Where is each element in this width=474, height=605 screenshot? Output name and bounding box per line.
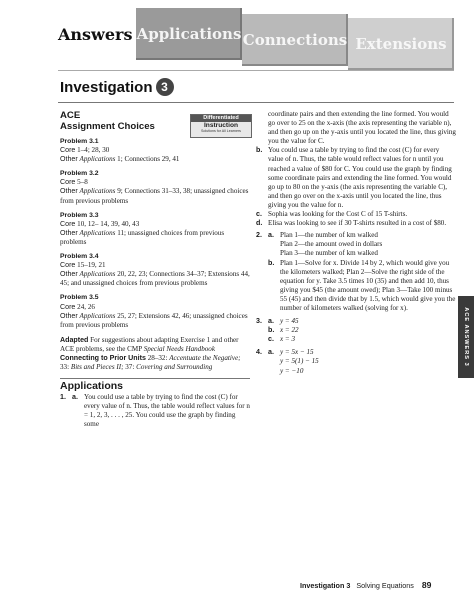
other-line: Other Applications 9; Connections 31–33, 38; unassigned choices from previous problems xyxy=(60,187,249,205)
page-number: 89 xyxy=(421,580,432,590)
other-line: Other Applications 25, 27; Extensions 42, 46; unassigned choices from previous problems xyxy=(60,311,248,329)
problem-block xyxy=(60,137,250,164)
core-line: Core 24, 26 xyxy=(60,302,95,311)
answer-3c: c. x = 3 xyxy=(268,335,296,344)
answer-3a: 3. a. y = 45 xyxy=(256,317,299,326)
adapted-note: Adapted For suggestions about adapting Exercise 1 and other ACE problems, see the CMP Special Needs Handbook xyxy=(60,335,239,353)
logo-mid-text: Instruction xyxy=(203,122,239,129)
ace-answers-side-tab xyxy=(458,296,474,378)
right-column xyxy=(256,110,456,376)
answers-heading: Answers xyxy=(58,20,136,48)
core-line: Core 5–8 xyxy=(60,178,88,187)
problem-title: Problem 3.5 xyxy=(60,294,99,302)
header-divider xyxy=(58,70,454,71)
answer-1a-continued: coordinate pairs and then extending the line formed. You would go over to 25 on the x-axis (the axis representing the variable n), and then go up on the y-axis until you located the line, thus giving you the value for C. xyxy=(268,110,456,146)
other-line: Other Applications 20, 22, 23; Connections 34–37; Extensions 44, 45; and unassigned choices from previous problems xyxy=(60,270,250,288)
core-line: Core 15–19, 21 xyxy=(60,261,106,270)
answer-1d: d. Elisa was looking to see if 30 T-shirts resulted in a cost of $80. xyxy=(256,219,447,228)
applications-tab: Applications xyxy=(136,8,242,60)
equation-line: y = −10 xyxy=(280,366,304,375)
problem-block xyxy=(60,252,250,288)
problem-title: Problem 3.3 xyxy=(60,211,99,219)
connecting-note: Connecting to Prior Units 28–32: Accentuate the Negative; 33: Bits and Pieces II; 37: Covering and Surrounding xyxy=(60,353,241,372)
plan-3-line: Plan 3—the number of km walked xyxy=(280,249,378,258)
applications-heading: Applications xyxy=(60,380,124,393)
answer-2a: 2. a. Plan 1—the number of km walked Plan 2—the amount owed in dollars Plan 3—the number of km walked xyxy=(256,231,456,258)
equation-line: y = 5x − 15 xyxy=(280,348,314,357)
answer-1a: 1. a. You could use a table by trying to find the cost (C) for every value of n. Thus, the table would reflect values for n = 1, 2, 3, . . . , 25. You could use the graph by finding some xyxy=(60,393,250,429)
other-line: Other Applications 1; Connections 29, 41 xyxy=(60,155,180,164)
equation-line: y = 5(1) − 15 xyxy=(280,357,319,366)
answer-1b: b. You could use a table by trying to find the cost (C) for every value of n. Thus, the table would reflect values for n until you reached a value of $80 for C. You could use the graph by finding some coordinate pairs and extending the line formed. You would go up to 80 on the y-axis (the axis representing the variable C), and then go over on the x-axis until you located the line, thus giving you the value for n. xyxy=(256,146,452,209)
differentiated-instruction-logo xyxy=(190,114,252,138)
connections-tab: Connections xyxy=(242,14,348,66)
ace-heading-line2: Assignment Choices xyxy=(60,121,155,132)
core-line: Core 1–4; 28, 30 xyxy=(60,146,110,155)
investigation-number-badge: 3 xyxy=(156,78,174,96)
answer-2b: b. Plan 1—Solve for x. Divide 14 by 2, which would give you the kilometers walked; Plan 2—Solve the right side of the equation for y. Take 3.5 times 10 (35) and then add 10, thus giving you $45 (the amount owed); Plan 3—Take 100 minus 55 (45) and then divide that by 1.5, which would give you the number of kilometers walked (solving for x). xyxy=(268,258,456,312)
logo-top-text: Differentiated xyxy=(191,115,251,122)
investigation-title xyxy=(60,78,174,96)
answer-3b: b. x = 22 xyxy=(268,326,299,335)
other-line: Other Applications 11; unassigned choices from previous problems xyxy=(60,228,225,246)
page-header xyxy=(0,0,474,70)
problem-block xyxy=(60,293,250,329)
problem-title: Problem 3.1 xyxy=(60,138,99,145)
problem-block xyxy=(60,169,250,205)
left-column xyxy=(60,110,250,430)
plan-2-line: Plan 2—the amount owed in dollars xyxy=(280,240,383,249)
problem-title: Problem 3.2 xyxy=(60,170,99,178)
footer-title: Solving Equations xyxy=(356,580,414,590)
investigation-label: Investigation xyxy=(60,78,153,96)
problem-title: Problem 3.4 xyxy=(60,253,99,261)
footer-investigation: Investigation 3 xyxy=(300,580,351,590)
title-divider xyxy=(58,102,454,103)
plan-1-line: Plan 1—the number of km walked xyxy=(280,231,378,240)
answer-4a: 4. a. y = 5x − 15 y = 5(1) − 15 y = −10 xyxy=(256,348,456,375)
page-footer xyxy=(300,580,460,590)
problem-block xyxy=(60,211,250,247)
answer-1c: c. Sophia was looking for the Cost C of 15 T-shirts. xyxy=(256,210,408,219)
logo-sub-text: Solutions for All Learners xyxy=(201,129,241,133)
ace-heading-line1: ACE xyxy=(60,110,81,121)
side-tab-label: ACE ANSWERS 3 xyxy=(463,307,469,367)
core-line: Core 10, 12– 14, 39, 40, 43 xyxy=(60,219,140,228)
extensions-tab: Extensions xyxy=(348,18,454,70)
